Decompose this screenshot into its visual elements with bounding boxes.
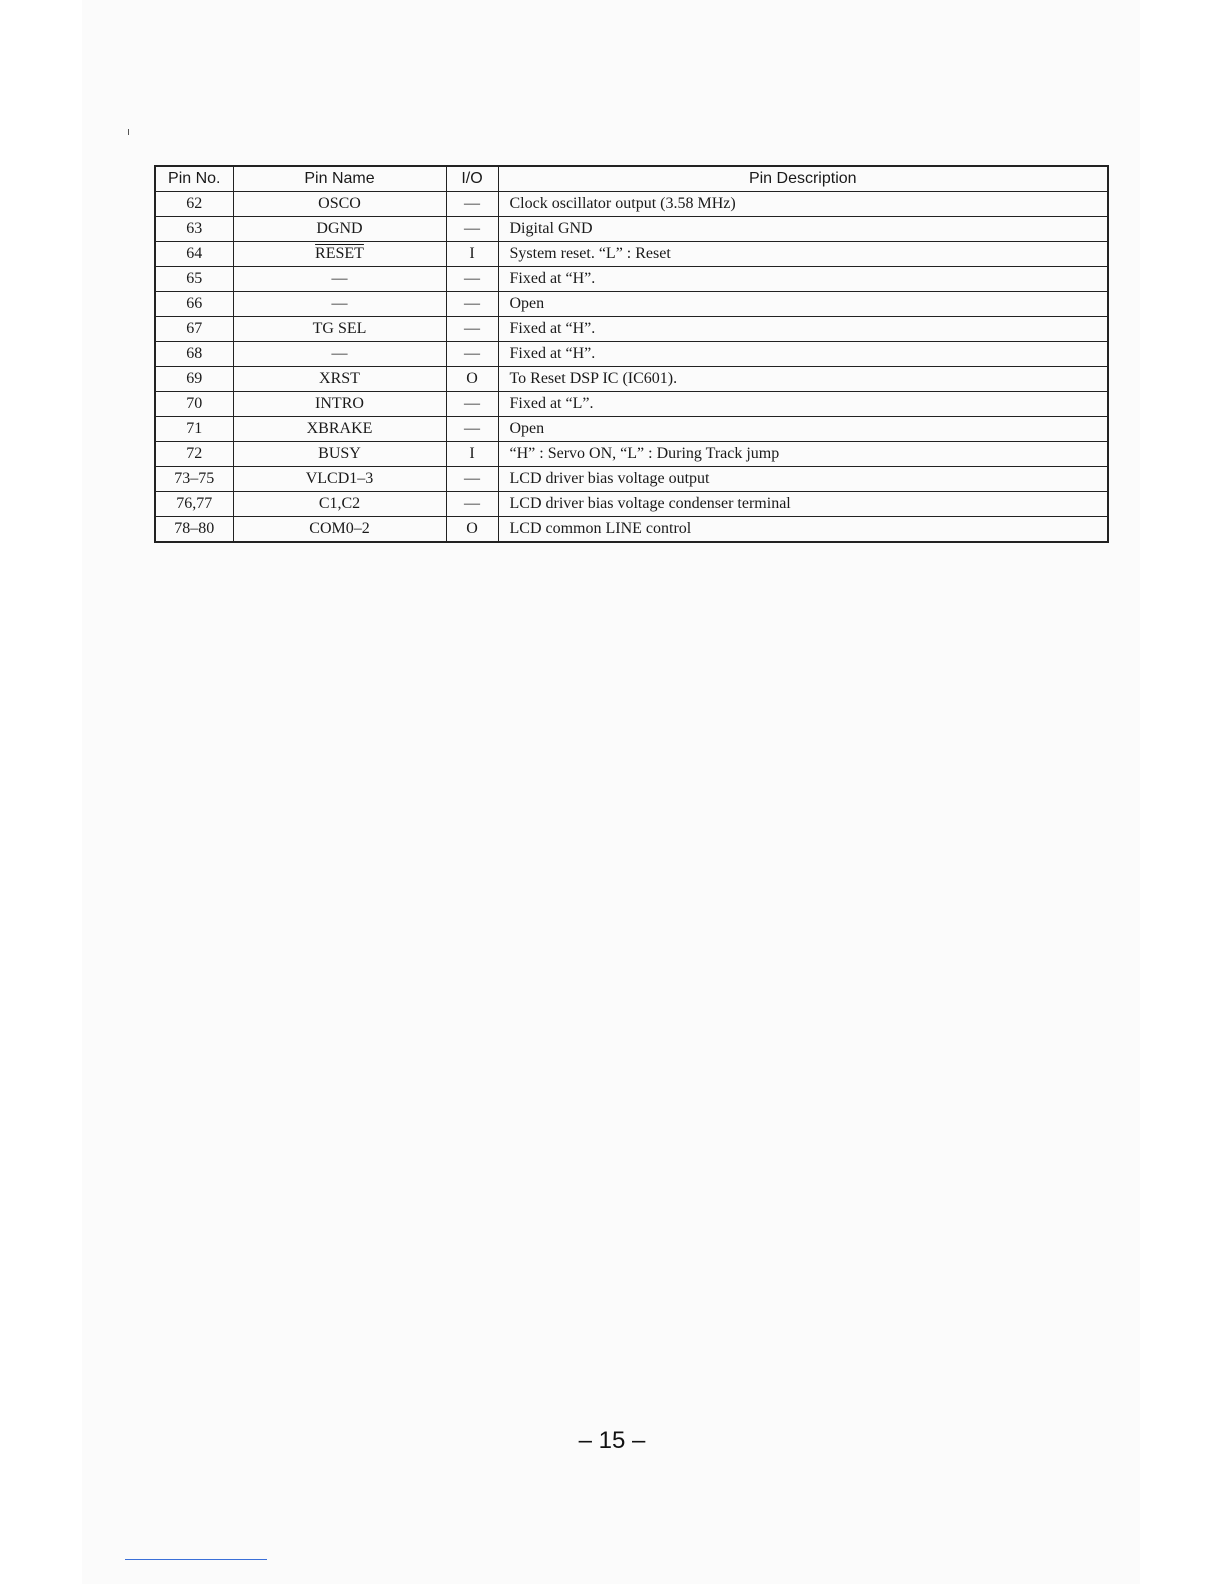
pin-no-cell: 70 [155, 392, 233, 417]
description-cell: Open [498, 417, 1108, 442]
io-cell: — [446, 467, 498, 492]
pin-name-cell: INTRO [233, 392, 446, 417]
pin-description-table [154, 165, 1109, 543]
pin-no-cell: 66 [155, 292, 233, 317]
table-row [155, 392, 1108, 417]
io-cell: — [446, 392, 498, 417]
table-row [155, 217, 1108, 242]
header-io: I/O [446, 166, 498, 192]
pin-no-cell: 72 [155, 442, 233, 467]
description-cell: Fixed at “H”. [498, 342, 1108, 367]
io-cell: O [446, 367, 498, 392]
pin-no-cell: 63 [155, 217, 233, 242]
description-cell: Clock oscillator output (3.58 MHz) [498, 192, 1108, 217]
pin-name-cell: DGND [233, 217, 446, 242]
io-cell: — [446, 292, 498, 317]
header-pin-name: Pin Name [233, 166, 446, 192]
pin-no-cell: 76,77 [155, 492, 233, 517]
io-cell: — [446, 342, 498, 367]
pin-no-cell: 68 [155, 342, 233, 367]
pin-no-cell: 62 [155, 192, 233, 217]
table-row [155, 492, 1108, 517]
description-cell: LCD common LINE control [498, 517, 1108, 543]
table-row [155, 317, 1108, 342]
description-cell: Fixed at “H”. [498, 267, 1108, 292]
pin-no-cell: 64 [155, 242, 233, 267]
pin-name-cell: — [233, 342, 446, 367]
header-pin-description: Pin Description [498, 166, 1108, 192]
description-cell: Open [498, 292, 1108, 317]
pin-name-cell: OSCO [233, 192, 446, 217]
pin-name-cell: — [233, 267, 446, 292]
pin-name-cell: C1,C2 [233, 492, 446, 517]
io-cell: — [446, 192, 498, 217]
table-row [155, 442, 1108, 467]
description-cell: To Reset DSP IC (IC601). [498, 367, 1108, 392]
table-header-row [155, 166, 1108, 192]
pin-name-cell: XBRAKE [233, 417, 446, 442]
pin-name-cell [233, 242, 446, 267]
pin-name-cell: — [233, 292, 446, 317]
header-pin-no: Pin No. [155, 166, 233, 192]
io-cell: — [446, 317, 498, 342]
footer-rule [125, 1559, 267, 1560]
page-number: – 15 – [578, 1427, 646, 1454]
io-cell: — [446, 417, 498, 442]
description-cell: LCD driver bias voltage output [498, 467, 1108, 492]
table-row [155, 367, 1108, 392]
description-cell: System reset. “L” : Reset [498, 242, 1108, 267]
pin-no-cell: 73–75 [155, 467, 233, 492]
io-cell: I [446, 442, 498, 467]
io-cell: — [446, 267, 498, 292]
pin-no-cell: 67 [155, 317, 233, 342]
pin-no-cell: 71 [155, 417, 233, 442]
description-cell: Fixed at “H”. [498, 317, 1108, 342]
table-row [155, 192, 1108, 217]
pin-name-active-low: RESET [315, 245, 364, 262]
io-cell: — [446, 217, 498, 242]
table-row [155, 467, 1108, 492]
table-row [155, 517, 1108, 543]
table-row [155, 342, 1108, 367]
description-cell: “H” : Servo ON, “L” : During Track jump [498, 442, 1108, 467]
pin-name-cell: TG SEL [233, 317, 446, 342]
table-row [155, 267, 1108, 292]
io-cell: O [446, 517, 498, 543]
pin-no-cell: 65 [155, 267, 233, 292]
pin-name-cell: BUSY [233, 442, 446, 467]
pin-name-cell: VLCD1–3 [233, 467, 446, 492]
pin-no-cell: 78–80 [155, 517, 233, 543]
pin-no-cell: 69 [155, 367, 233, 392]
description-cell: Fixed at “L”. [498, 392, 1108, 417]
description-cell: LCD driver bias voltage condenser terminal [498, 492, 1108, 517]
io-cell: — [446, 492, 498, 517]
pin-name-cell: COM0–2 [233, 517, 446, 543]
pin-name-cell: XRST [233, 367, 446, 392]
io-cell: I [446, 242, 498, 267]
scan-speck [128, 129, 129, 135]
table-row [155, 292, 1108, 317]
table-row [155, 417, 1108, 442]
description-cell: Digital GND [498, 217, 1108, 242]
table-row [155, 242, 1108, 267]
